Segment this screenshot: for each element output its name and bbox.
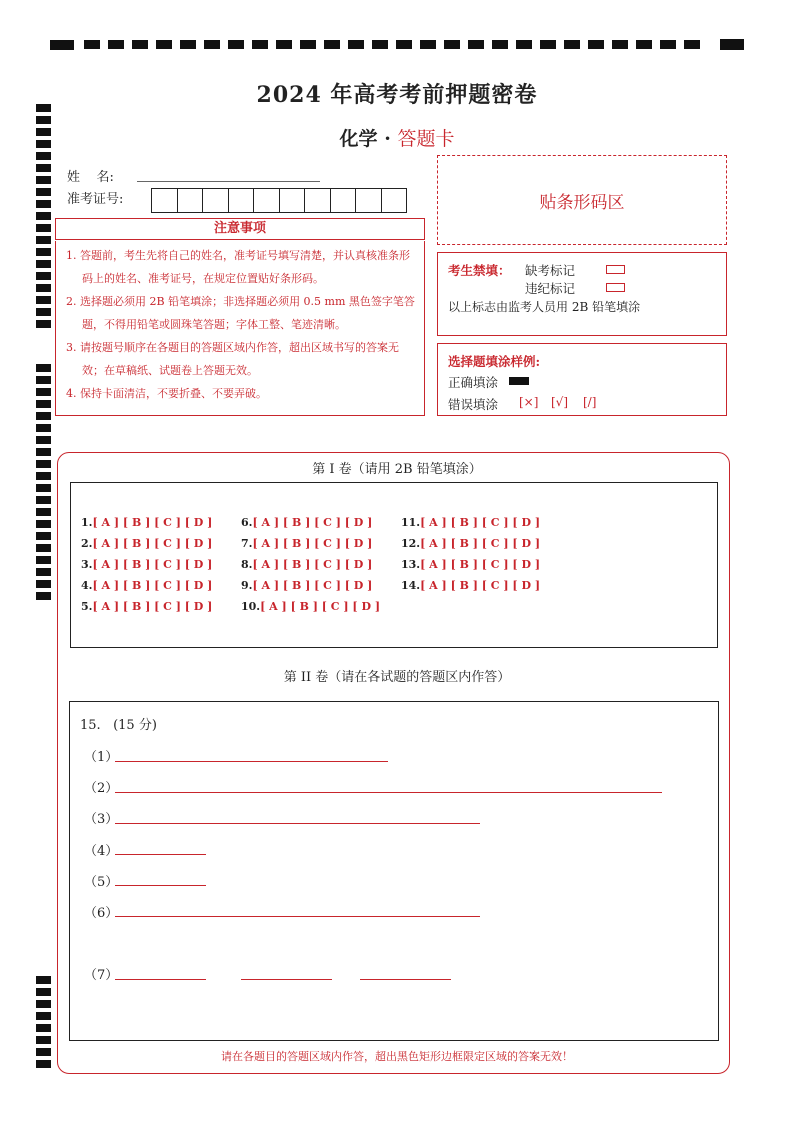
answer-line[interactable]: [115, 854, 206, 855]
id-digit-box[interactable]: [202, 188, 229, 213]
sub-question-label: （5）: [84, 875, 119, 890]
answer-line[interactable]: [115, 979, 206, 980]
footer-warning: 请在各题目的答题区域内作答，超出黑色矩形边框限定区域的答案无效！: [221, 1050, 573, 1063]
id-digit-box[interactable]: [279, 188, 306, 213]
notice-box: [55, 241, 425, 416]
notice-item: 3. 请按题号顺序在各题目的答题区域内作答，超出区域书写的答案无效；在草稿纸、试题卷上答题无效。: [66, 341, 399, 377]
subject-title: [0, 124, 794, 151]
notice-item: 4. 保持卡面清洁，不要折叠、不要弄破。: [66, 387, 267, 400]
answer-line[interactable]: [115, 885, 206, 886]
barcode-area: [437, 155, 727, 245]
subject-name: 化学: [339, 128, 378, 150]
question-15-title: 15. (15 分): [80, 718, 157, 733]
forbid-title: 考生禁填：: [448, 263, 511, 278]
title-separator: ·: [384, 128, 391, 150]
notice-item: 2. 选择题必须用 2B 铅笔填涂；非选择题必须用 0.5 mm 黑色签字笔答题，不得用铅笔或圆珠笔答题；字体工整、笔迹清晰。: [66, 295, 415, 331]
answer-line[interactable]: [115, 792, 662, 793]
mc-question[interactable]: 7.[ A ] [ B ] [ C ] [ D ]: [241, 537, 373, 550]
mc-question[interactable]: 14.[ A ] [ B ] [ C ] [ D ]: [401, 579, 541, 592]
barcode-label: 贴条形码区: [539, 192, 625, 213]
notice-title: 注意事项: [55, 218, 425, 240]
exam-title: 2024 年高考考前押题密卷: [256, 82, 538, 108]
wrong-mark-cross: [×]: [519, 395, 539, 409]
correct-fill-label: 正确填涂: [448, 375, 499, 390]
mc-question[interactable]: 5.[ A ] [ B ] [ C ] [ D ]: [81, 600, 213, 613]
absent-mark-box[interactable]: [606, 265, 625, 274]
id-digit-box[interactable]: [304, 188, 331, 213]
name-field[interactable]: [137, 181, 320, 182]
mc-question[interactable]: 8.[ A ] [ B ] [ C ] [ D ]: [241, 558, 373, 571]
id-digit-box[interactable]: [381, 188, 408, 213]
id-number-boxes[interactable]: [152, 188, 407, 213]
answer-line[interactable]: [115, 761, 388, 762]
name-label: 姓 名:: [67, 170, 114, 185]
answer-line[interactable]: [115, 823, 480, 824]
sub-question-label: （3）: [84, 812, 119, 827]
violation-mark-box[interactable]: [606, 283, 625, 292]
id-digit-box[interactable]: [330, 188, 357, 213]
violation-label: 违纪标记: [525, 281, 576, 296]
part1-title: 第 I 卷（请用 2B 铅笔填涂）: [312, 462, 482, 477]
mc-question[interactable]: 11.[ A ] [ B ] [ C ] [ D ]: [401, 516, 541, 529]
part2-title: 第 II 卷（请在各试题的答题区内作答）: [283, 670, 511, 685]
question-15-box: [69, 701, 719, 1041]
mc-question[interactable]: 10.[ A ] [ B ] [ C ] [ D ]: [241, 600, 381, 613]
sub-question-label: （1）: [84, 750, 119, 765]
sub-question-label: （4）: [84, 844, 119, 859]
absent-label: 缺考标记: [525, 263, 576, 278]
wrong-fill-label: 错误填涂: [448, 397, 499, 412]
answer-line[interactable]: [115, 916, 480, 917]
sample-title: 选择题填涂样例:: [448, 354, 541, 369]
examinee-forbidden-box: [437, 252, 727, 336]
answer-line[interactable]: [360, 979, 451, 980]
mc-question[interactable]: 1.[ A ] [ B ] [ C ] [ D ]: [81, 516, 213, 529]
fill-sample-box: [437, 343, 727, 416]
id-digit-box[interactable]: [253, 188, 280, 213]
answer-line[interactable]: [241, 979, 332, 980]
mc-question[interactable]: 4.[ A ] [ B ] [ C ] [ D ]: [81, 579, 213, 592]
id-digit-box[interactable]: [355, 188, 382, 213]
mc-question[interactable]: 13.[ A ] [ B ] [ C ] [ D ]: [401, 558, 541, 571]
mc-question[interactable]: 2.[ A ] [ B ] [ C ] [ D ]: [81, 537, 213, 550]
id-digit-box[interactable]: [228, 188, 255, 213]
card-label: 答题卡: [397, 128, 455, 150]
sub-question-label: （2）: [84, 781, 119, 796]
forbid-note: 以上标志由监考人员用 2B 铅笔填涂: [448, 300, 641, 314]
wrong-mark-check: [√]: [551, 395, 569, 409]
mc-question[interactable]: 9.[ A ] [ B ] [ C ] [ D ]: [241, 579, 373, 592]
wrong-mark-slash: [/]: [583, 395, 597, 409]
correct-fill-mark: [509, 377, 529, 385]
notice-item: 1. 答题前，考生先将自己的姓名，准考证号填写清楚，并认真核准条形码上的姓名、准考证号，在规定位置贴好条形码。: [66, 249, 410, 285]
mc-question[interactable]: 6.[ A ] [ B ] [ C ] [ D ]: [241, 516, 373, 529]
id-digit-box[interactable]: [177, 188, 204, 213]
id-label: 准考证号:: [67, 192, 124, 207]
mc-question[interactable]: 12.[ A ] [ B ] [ C ] [ D ]: [401, 537, 541, 550]
mc-question[interactable]: 3.[ A ] [ B ] [ C ] [ D ]: [81, 558, 213, 571]
sub-question-label: （6）: [84, 906, 119, 921]
sub-question-label: （7）: [84, 968, 119, 983]
id-digit-box[interactable]: [151, 188, 178, 213]
